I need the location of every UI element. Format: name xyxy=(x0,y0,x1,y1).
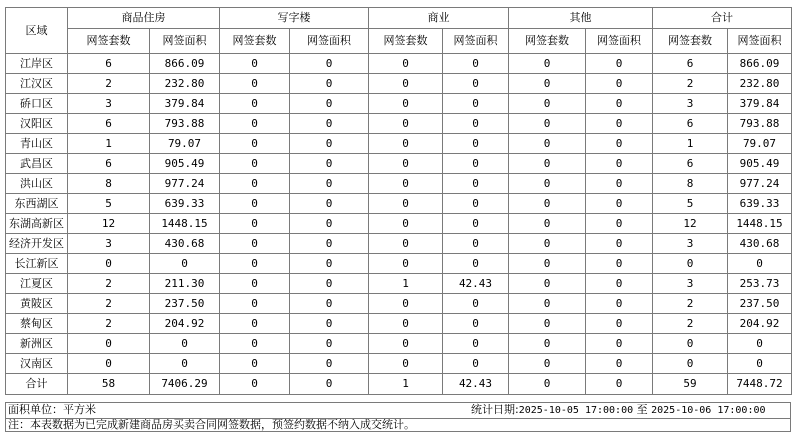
region-name: 硚口区 xyxy=(6,94,68,114)
count-cell: 3 xyxy=(653,234,728,254)
area-cell: 79.07 xyxy=(150,134,220,154)
count-cell: 0 xyxy=(509,354,586,374)
count-cell: 0 xyxy=(220,74,290,94)
count-cell: 0 xyxy=(509,234,586,254)
area-cell: 0 xyxy=(290,154,369,174)
region-name: 江岸区 xyxy=(6,54,68,74)
table-row xyxy=(6,154,792,174)
count-cell: 6 xyxy=(68,114,150,134)
count-cell: 3 xyxy=(68,234,150,254)
region-name: 东西湖区 xyxy=(6,194,68,214)
area-cell: 0 xyxy=(290,74,369,94)
area-cell: 0 xyxy=(290,174,369,194)
area-cell: 1448.15 xyxy=(150,214,220,234)
count-cell: 2 xyxy=(68,314,150,334)
count-cell: 8 xyxy=(653,174,728,194)
area-cell: 0 xyxy=(290,254,369,274)
count-cell: 6 xyxy=(653,154,728,174)
count-cell: 58 xyxy=(68,374,150,395)
area-cell: 0 xyxy=(586,314,653,334)
area-cell: 0 xyxy=(443,214,509,234)
count-cell: 1 xyxy=(369,274,443,294)
region-name: 经济开发区 xyxy=(6,234,68,254)
count-column-header: 网签套数 xyxy=(509,29,586,54)
area-cell: 639.33 xyxy=(150,194,220,214)
area-cell: 0 xyxy=(586,354,653,374)
region-name: 洪山区 xyxy=(6,174,68,194)
count-cell: 0 xyxy=(220,254,290,274)
area-cell: 0 xyxy=(586,334,653,354)
count-cell: 0 xyxy=(509,374,586,395)
area-cell: 0 xyxy=(586,174,653,194)
area-unit-label: 面积单位：平方米 xyxy=(8,403,96,416)
area-cell: 237.50 xyxy=(150,294,220,314)
table-row xyxy=(6,174,792,194)
count-cell: 3 xyxy=(653,94,728,114)
group-header: 商业 xyxy=(369,8,509,29)
area-cell: 204.92 xyxy=(150,314,220,334)
count-cell: 1 xyxy=(369,374,443,395)
area-cell: 0 xyxy=(290,234,369,254)
count-cell: 0 xyxy=(68,354,150,374)
area-cell: 0 xyxy=(586,274,653,294)
table-row xyxy=(6,114,792,134)
count-cell: 2 xyxy=(68,294,150,314)
region-name: 汉阳区 xyxy=(6,114,68,134)
count-cell: 0 xyxy=(220,54,290,74)
count-cell: 0 xyxy=(509,194,586,214)
area-cell: 0 xyxy=(443,294,509,314)
count-cell: 2 xyxy=(653,314,728,334)
area-cell: 0 xyxy=(443,334,509,354)
area-cell: 430.68 xyxy=(728,234,792,254)
note-text: 注：本表数据为已完成新建商品房买卖合同网签数据，预签约数据不纳入成交统计。 xyxy=(8,418,415,431)
table-row xyxy=(6,214,792,234)
statistics-period xyxy=(471,403,766,418)
count-cell: 0 xyxy=(220,214,290,234)
area-cell: 0 xyxy=(290,194,369,214)
count-cell: 2 xyxy=(68,274,150,294)
table-row xyxy=(6,54,792,74)
count-cell: 1 xyxy=(68,134,150,154)
region-name: 黄陂区 xyxy=(6,294,68,314)
count-cell: 0 xyxy=(369,254,443,274)
area-cell: 0 xyxy=(586,114,653,134)
count-cell: 12 xyxy=(68,214,150,234)
area-cell: 0 xyxy=(586,154,653,174)
area-cell: 0 xyxy=(290,274,369,294)
table-row xyxy=(6,134,792,154)
area-cell: 0 xyxy=(290,354,369,374)
area-cell: 232.80 xyxy=(150,74,220,94)
area-cell: 866.09 xyxy=(728,54,792,74)
count-cell: 0 xyxy=(369,214,443,234)
count-cell: 0 xyxy=(369,334,443,354)
region-name: 东湖高新区 xyxy=(6,214,68,234)
count-cell: 6 xyxy=(653,114,728,134)
area-cell: 0 xyxy=(443,354,509,374)
area-cell: 232.80 xyxy=(728,74,792,94)
area-cell: 253.73 xyxy=(728,274,792,294)
count-cell: 5 xyxy=(68,194,150,214)
area-cell: 0 xyxy=(586,74,653,94)
count-cell: 0 xyxy=(369,194,443,214)
table-row xyxy=(6,294,792,314)
count-column-header: 网签套数 xyxy=(220,29,290,54)
count-cell: 0 xyxy=(220,334,290,354)
area-cell: 793.88 xyxy=(728,114,792,134)
group-header: 写字楼 xyxy=(220,8,369,29)
count-cell: 0 xyxy=(509,274,586,294)
count-cell: 5 xyxy=(653,194,728,214)
area-cell: 905.49 xyxy=(728,154,792,174)
area-cell: 79.07 xyxy=(728,134,792,154)
count-cell: 0 xyxy=(369,154,443,174)
count-cell: 0 xyxy=(220,314,290,334)
area-cell: 7406.29 xyxy=(150,374,220,395)
area-cell: 0 xyxy=(290,94,369,114)
area-cell: 42.43 xyxy=(443,274,509,294)
area-column-header: 网签面积 xyxy=(728,29,792,54)
count-cell: 0 xyxy=(653,254,728,274)
area-cell: 0 xyxy=(290,374,369,395)
count-cell: 0 xyxy=(220,294,290,314)
area-cell: 866.09 xyxy=(150,54,220,74)
area-cell: 0 xyxy=(443,194,509,214)
area-column-header: 网签面积 xyxy=(443,29,509,54)
table-row xyxy=(6,354,792,374)
count-cell: 2 xyxy=(653,294,728,314)
area-cell: 7448.72 xyxy=(728,374,792,395)
area-cell: 0 xyxy=(586,234,653,254)
area-cell: 237.50 xyxy=(728,294,792,314)
count-cell: 0 xyxy=(509,154,586,174)
area-cell: 0 xyxy=(150,254,220,274)
header-row-subcolumns xyxy=(6,29,792,54)
count-column-header: 网签套数 xyxy=(68,29,150,54)
group-header: 其他 xyxy=(509,8,653,29)
count-cell: 0 xyxy=(509,334,586,354)
count-cell: 6 xyxy=(68,154,150,174)
sales-table xyxy=(5,7,792,395)
region-name: 长江新区 xyxy=(6,254,68,274)
count-cell: 0 xyxy=(509,174,586,194)
table-row xyxy=(6,74,792,94)
region-name: 青山区 xyxy=(6,134,68,154)
count-cell: 6 xyxy=(653,54,728,74)
group-header: 合计 xyxy=(653,8,792,29)
count-cell: 1 xyxy=(653,134,728,154)
table-row xyxy=(6,194,792,214)
count-cell: 0 xyxy=(369,354,443,374)
count-cell: 0 xyxy=(220,94,290,114)
area-cell: 379.84 xyxy=(728,94,792,114)
count-cell: 0 xyxy=(369,234,443,254)
table-row xyxy=(6,274,792,294)
area-cell: 639.33 xyxy=(728,194,792,214)
count-cell: 0 xyxy=(509,294,586,314)
area-cell: 379.84 xyxy=(150,94,220,114)
area-cell: 0 xyxy=(586,54,653,74)
count-cell: 8 xyxy=(68,174,150,194)
count-cell: 0 xyxy=(369,134,443,154)
header-row-groups xyxy=(6,8,792,29)
count-cell: 0 xyxy=(220,134,290,154)
area-cell: 1448.15 xyxy=(728,214,792,234)
area-cell: 0 xyxy=(290,334,369,354)
area-cell: 905.49 xyxy=(150,154,220,174)
count-cell: 0 xyxy=(220,114,290,134)
table-row xyxy=(6,94,792,114)
area-column-header: 网签面积 xyxy=(586,29,653,54)
period-to: 至 xyxy=(636,403,648,416)
area-cell: 0 xyxy=(728,354,792,374)
area-cell: 0 xyxy=(443,54,509,74)
count-cell: 0 xyxy=(369,74,443,94)
count-cell: 59 xyxy=(653,374,728,395)
count-cell: 6 xyxy=(68,54,150,74)
count-cell: 0 xyxy=(220,194,290,214)
area-cell: 0 xyxy=(290,134,369,154)
count-cell: 0 xyxy=(220,354,290,374)
count-cell: 0 xyxy=(220,174,290,194)
count-cell: 0 xyxy=(509,54,586,74)
region-name: 合计 xyxy=(6,374,68,395)
area-cell: 0 xyxy=(290,114,369,134)
period-label: 统计日期: xyxy=(471,403,519,416)
total-row xyxy=(6,374,792,395)
area-cell: 0 xyxy=(443,314,509,334)
region-name: 武昌区 xyxy=(6,154,68,174)
area-column-header: 网签面积 xyxy=(290,29,369,54)
area-cell: 0 xyxy=(290,294,369,314)
count-cell: 0 xyxy=(369,54,443,74)
area-cell: 0 xyxy=(443,254,509,274)
area-cell: 42.43 xyxy=(443,374,509,395)
count-cell: 2 xyxy=(68,74,150,94)
table-row xyxy=(6,254,792,274)
area-cell: 430.68 xyxy=(150,234,220,254)
count-cell: 0 xyxy=(653,354,728,374)
area-cell: 0 xyxy=(290,314,369,334)
count-cell: 0 xyxy=(220,374,290,395)
count-column-header: 网签套数 xyxy=(369,29,443,54)
count-cell: 3 xyxy=(653,274,728,294)
area-cell: 0 xyxy=(290,214,369,234)
count-cell: 0 xyxy=(369,294,443,314)
count-cell: 0 xyxy=(369,314,443,334)
footer-info xyxy=(5,402,791,418)
count-cell: 2 xyxy=(653,74,728,94)
count-cell: 0 xyxy=(509,94,586,114)
count-cell: 0 xyxy=(369,174,443,194)
area-cell: 0 xyxy=(443,94,509,114)
area-cell: 0 xyxy=(728,254,792,274)
count-cell: 12 xyxy=(653,214,728,234)
region-name: 汉南区 xyxy=(6,354,68,374)
area-cell: 0 xyxy=(443,174,509,194)
count-cell: 0 xyxy=(653,334,728,354)
region-name: 江汉区 xyxy=(6,74,68,94)
region-header: 区域 xyxy=(6,8,68,54)
count-cell: 0 xyxy=(509,254,586,274)
count-cell: 0 xyxy=(220,154,290,174)
area-cell: 0 xyxy=(443,114,509,134)
area-cell: 793.88 xyxy=(150,114,220,134)
area-cell: 0 xyxy=(586,294,653,314)
count-cell: 0 xyxy=(68,334,150,354)
count-cell: 0 xyxy=(68,254,150,274)
area-cell: 0 xyxy=(586,194,653,214)
count-cell: 0 xyxy=(369,114,443,134)
footer-note xyxy=(5,418,791,432)
area-cell: 0 xyxy=(443,74,509,94)
count-cell: 0 xyxy=(220,234,290,254)
area-cell: 0 xyxy=(586,134,653,154)
count-cell: 0 xyxy=(509,214,586,234)
region-name: 蔡甸区 xyxy=(6,314,68,334)
area-cell: 0 xyxy=(586,214,653,234)
area-cell: 0 xyxy=(443,134,509,154)
count-column-header: 网签套数 xyxy=(653,29,728,54)
count-cell: 0 xyxy=(509,314,586,334)
area-cell: 0 xyxy=(586,254,653,274)
count-cell: 0 xyxy=(509,74,586,94)
area-cell: 0 xyxy=(150,354,220,374)
count-cell: 0 xyxy=(509,134,586,154)
area-cell: 0 xyxy=(443,234,509,254)
area-cell: 977.24 xyxy=(728,174,792,194)
area-cell: 0 xyxy=(150,334,220,354)
area-cell: 0 xyxy=(728,334,792,354)
group-header: 商品住房 xyxy=(68,8,220,29)
area-cell: 977.24 xyxy=(150,174,220,194)
count-cell: 3 xyxy=(68,94,150,114)
area-cell: 0 xyxy=(443,154,509,174)
count-cell: 0 xyxy=(369,94,443,114)
area-cell: 0 xyxy=(290,54,369,74)
area-cell: 0 xyxy=(586,374,653,395)
table-row xyxy=(6,314,792,334)
region-name: 新洲区 xyxy=(6,334,68,354)
area-cell: 211.30 xyxy=(150,274,220,294)
area-cell: 0 xyxy=(586,94,653,114)
count-cell: 0 xyxy=(509,114,586,134)
count-cell: 0 xyxy=(220,274,290,294)
table-row xyxy=(6,234,792,254)
area-column-header: 网签面积 xyxy=(150,29,220,54)
table-row xyxy=(6,334,792,354)
sales-table-sheet xyxy=(5,7,791,395)
period-end: 2025-10-06 17:00:00 xyxy=(651,405,766,416)
region-name: 江夏区 xyxy=(6,274,68,294)
period-start: 2025-10-05 17:00:00 xyxy=(518,405,634,416)
area-cell: 204.92 xyxy=(728,314,792,334)
